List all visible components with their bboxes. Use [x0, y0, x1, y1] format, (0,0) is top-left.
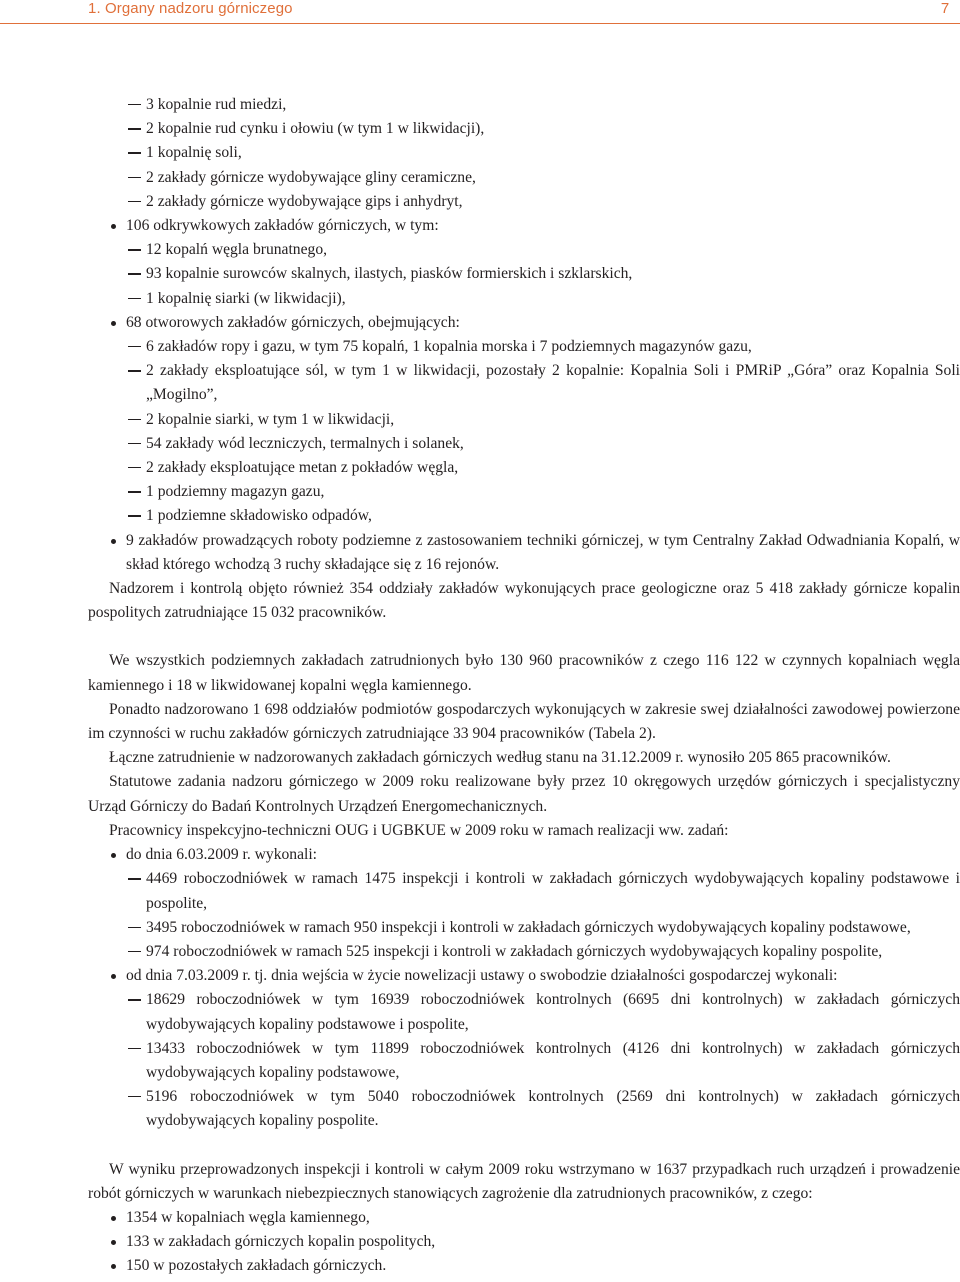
dash-list-item: 3 kopalnie rud miedzi, [88, 93, 960, 117]
bullet-list-item: od dnia 7.03.2009 r. tj. dnia wejścia w życie nowelizacji ustawy o swobodzie działalności gospodarczej wykonali: [88, 964, 960, 988]
dash-list-item: 5196 roboczodniówek w tym 5040 roboczodniówek kontrolnych (2569 dni kontrolnych) w zakładach górniczych wydobywających kopaliny pospolite. [88, 1085, 960, 1133]
paragraph-supervised-units: Ponadto nadzorowano 1 698 oddziałów podmiotów gospodarczych wykonujących w zakresie swej działalności zawodowej powierzone im czynności w ruchu zakładów górniczych zatrudniające 33 904 pracowników (Tabela 2). [88, 700, 960, 743]
dash-list-item: 974 roboczodniówek w ramach 525 inspekcji i kontroli w zakładach górniczych wydobywających kopaliny pospolite, [88, 940, 960, 964]
dash-list-item: 6 zakładów ropy i gazu, w tym 75 kopalń, 1 kopalnia morska i 7 podziemnych magazynów gazu, [88, 335, 960, 359]
paragraph-total-employment: Łączne zatrudnienie w nadzorowanych zakładach górniczych według stanu na 31.12.2009 r. wynosiło 205 865 pracowników. [109, 749, 891, 767]
dash-list-item: 1 podziemne składowisko odpadów, [88, 504, 960, 528]
bullet-list-item: 150 w pozostałych zakładach górniczych. [88, 1254, 960, 1278]
dash-list-item: 1 podziemny magazyn gazu, [88, 480, 960, 504]
paragraph-employment: We wszystkich podziemnych zakładach zatrudnionych było 130 960 pracowników z czego 116 122 w czynnych kopalniach węgla kamiennego i 18 w likwidowanej kopalni węgla kamiennego. [88, 652, 960, 694]
dash-list-item: 3495 roboczodniówek w ramach 950 inspekcji i kontroli w zakładach górniczych wydobywających kopaliny podstawowe, [88, 916, 960, 940]
bullet-list-item: 68 otworowych zakładów górniczych, obejmujących: [88, 311, 960, 335]
dash-list-item: 1 kopalnię soli, [88, 141, 960, 165]
dash-list-item: 1 kopalnię siarki (w likwidacji), [88, 287, 960, 311]
dash-list-item: 54 zakłady wód leczniczych, termalnych i solanek, [88, 432, 960, 456]
dash-list-item: 13433 roboczodniówek w tym 11899 roboczodniówek kontrolnych (4126 dni kontrolnych) w zakładach górniczych wydobywających kopaliny podstawowe, [88, 1037, 960, 1085]
chapter-title: 1. Organy nadzoru górniczego [88, 0, 293, 17]
dash-list-item: 2 kopalnie siarki, w tym 1 w likwidacji, [88, 408, 960, 432]
bullet-list-item: 1354 w kopalniach węgla kamiennego, [88, 1206, 960, 1230]
paragraph-gap [88, 625, 960, 649]
dash-list-item: 12 kopalń węgla brunatnego, [88, 238, 960, 262]
bullet-list-item: 133 w zakładach górniczych kopalin pospolitych, [88, 1230, 960, 1254]
dash-list-item: 18629 roboczodniówek w tym 16939 roboczodniówek kontrolnych (6695 dni kontrolnych) w zakładach górniczych wydobywających kopaliny podstawowe i pospolite, [88, 988, 960, 1036]
dash-list-item: 93 kopalnie surowców skalnych, ilastych, piasków formierskich i szklarskich, [88, 262, 960, 286]
dash-list-item: 2 zakłady eksploatujące sól, w tym 1 w likwidacji, pozostały 2 kopalnie: Kopalnia Soli i PMRiP „Góra” oraz Kopalnia Soli „Mogilno”, [88, 359, 960, 407]
page-header [0, 0, 960, 24]
paragraph-inspectors: Pracownicy inspekcyjno-techniczni OUG i UGBKUE w 2009 roku w ramach realizacji ww. zadań: [109, 821, 729, 839]
paragraph-stoppages: W wyniku przeprowadzonych inspekcji i kontroli w całym 2009 roku wstrzymano w 1637 przypadkach ruch urządzeń i prowadzenie robót górniczych w warunkach niebezpiecznych stanowiących zagrożenie dla zatrudnionych pracowników, z czego: [88, 1160, 960, 1202]
stoppages-list [88, 1206, 960, 1279]
paragraph-gap [88, 1134, 960, 1158]
bullet-list-item: do dnia 6.03.2009 r. wykonali: [88, 843, 960, 867]
inspection-list [88, 843, 960, 1133]
dash-list-item: 4469 roboczodniówek w ramach 1475 inspekcji i kontroli w zakładach górniczych wydobywających kopaliny podstawowe i pospolite, [88, 867, 960, 915]
header-rule [0, 23, 960, 24]
page-number: 7 [940, 0, 950, 17]
page-content [88, 93, 960, 1279]
bullet-list-item: 106 odkrywkowych zakładów górniczych, w tym: [88, 214, 960, 238]
dash-list-item: 2 kopalnie rud cynku i ołowiu (w tym 1 w likwidacji), [88, 117, 960, 141]
paragraph-statutory-tasks: Statutowe zadania nadzoru górniczego w 2009 roku realizowane były przez 10 okręgowych urzędów górniczych i specjalistyczny Urząd Górniczy do Badań Kontrolnych Urządzeń Energomechanicznych. [88, 773, 960, 815]
bullet-list-item: 9 zakładów prowadzących roboty podziemne z zastosowaniem techniki górniczej, w tym Centralny Zakład Odwadniania Kopalń, w skład którego wchodzą 3 ruchy składające się z 16 rejonów. [88, 529, 960, 577]
dash-list-item: 2 zakłady górnicze wydobywające gliny ceramiczne, [88, 166, 960, 190]
dash-list-item: 2 zakłady górnicze wydobywające gips i anhydryt, [88, 190, 960, 214]
dash-list-item: 2 zakłady eksploatujące metan z pokładów węgla, [88, 456, 960, 480]
mine-types-list [88, 93, 960, 577]
paragraph-nadzor: Nadzorem i kontrolą objęto również 354 oddziały zakładów wykonujących prace geologiczne oraz 5 418 zakłady górnicze kopalin pospolitych zatrudniające 15 032 pracowników. [88, 580, 960, 622]
